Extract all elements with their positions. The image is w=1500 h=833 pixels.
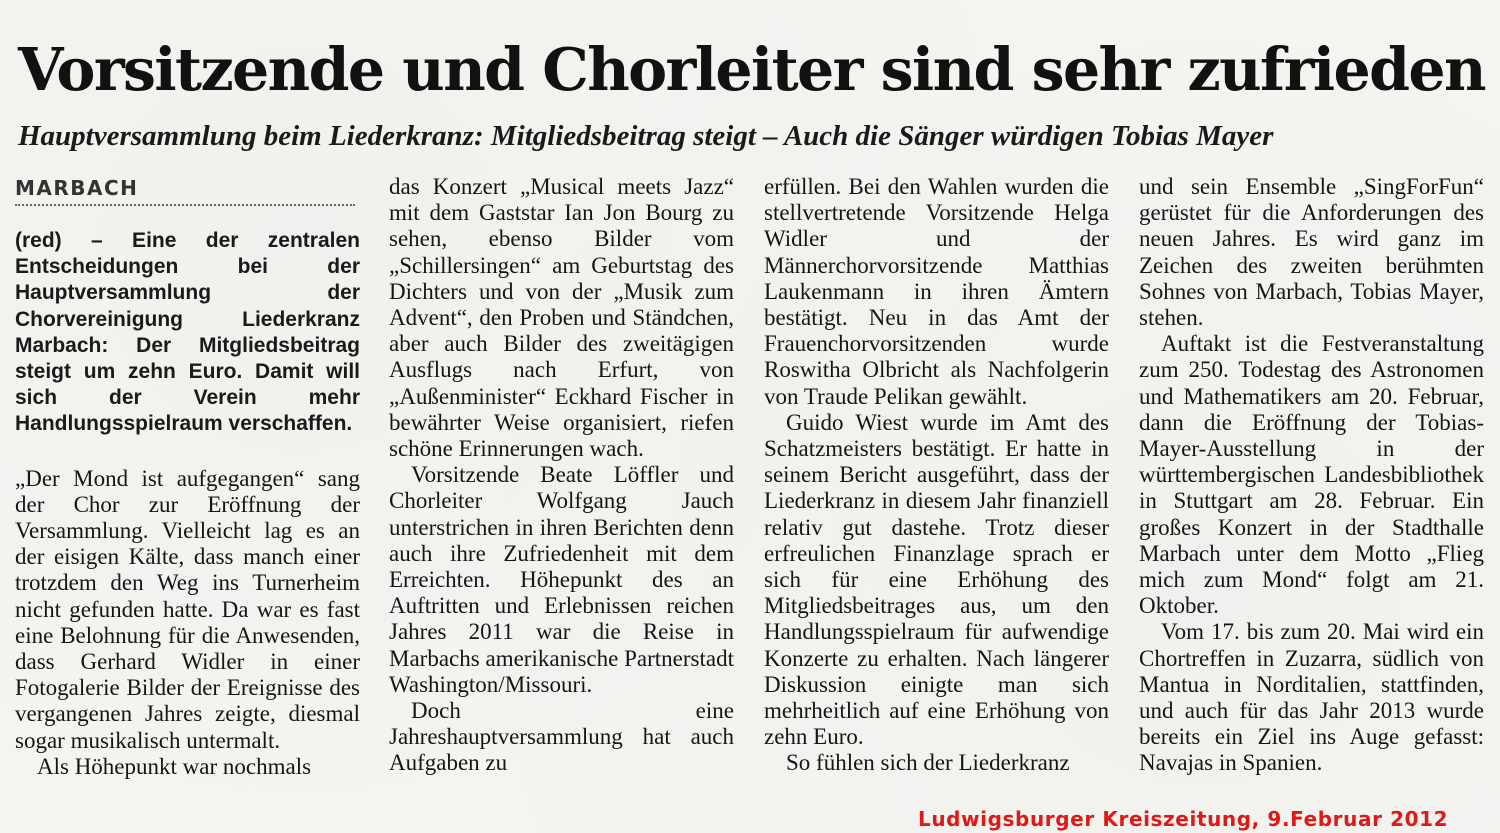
paragraph: Guido Wiest wurde im Amt des Schatzmeisters bestätigt. Er hatte in seinem Bericht ausgeführt, dass der Liederkranz in diesem Jahr finanziell relativ gut dastehe. Trotz dieser erfreulichen Finanzlage sprach er sich für eine Erhöhung des Mitgliedsbeitrages aus, um den Handlungsspielraum für aufwendige Konzerte zu erhalten. Nach längerer Diskussion einigte man sich mehrheitlich auf eine Erhöhung von zehn Euro. [764,409,1109,750]
column-2 [389,174,734,777]
subheadline: Hauptversammlung beim Liederkranz: Mitgliedsbeitrag steigt – Auch die Sänger würdigen Tobias Mayer [18,120,1274,152]
paragraph: Vom 17. bis zum 20. Mai wird ein Chortreffen in Zuzarra, südlich von Mantua in Norditalien, stattfinden, und auch für das Jahr 2013 wurde bereits ein Ziel ins Auge gefasst: Navajas in Spanien. [1139,619,1484,776]
headline: Vorsitzende und Chorleiter sind sehr zufrieden [18,35,1485,104]
source-credit: Ludwigsburger Kreiszeitung, 9.Februar 2012 [918,807,1449,831]
dotted-rule [15,204,355,206]
teaser-lead: (red) – Eine der zentralen Entscheidungen bei der Hauptversammlung der Chorvereinigung Liederkranz Marbach: Der Mitgliedsbeitrag steigt um zehn Euro. Damit will sich der Verein mehr Handlungsspielraum verschaffen. [15,229,360,436]
column-3 [764,174,1109,777]
paragraph: und sein Ensemble „SingForFun“ gerüstet für die Anforderungen des neuen Jahres. Es wird ganz im Zeichen des zweiten berühmten Sohnes von Marbach, Tobias Mayer, stehen. [1139,174,1484,331]
column-1 [15,174,360,780]
paragraph: Doch eine Jahreshauptversammlung hat auch Aufgaben zu [389,698,734,776]
paragraph: das Konzert „Musical meets Jazz“ mit dem Gaststar Ian Jon Bourg zu sehen, ebenso Bilder vom „Schillersingen“ am Geburtstag des Dichters und von der „Musik zum Advent“, den Proben und Ständchen, aber auch Bilder des zweitägigen Ausflugs nach Erfurt, von „Außenminister“ Eckhard Fischer in bewährter Weise organisiert, riefen schöne Erinnerungen wach. [389,174,734,462]
dateline: MARBACH [15,176,139,200]
paragraph: Vorsitzende Beate Löffler und Chorleiter Wolfgang Jauch unterstrichen in ihren Berichten denn auch ihre Zufriedenheit mit dem Erreichten. Höhepunkt des an Auftritten und Erlebnissen reichen Jahres 2011 war die Reise in Marbachs amerikanische Partnerstadt Washington/Missouri. [389,462,734,697]
paragraph: So fühlen sich der Liederkranz [786,750,1070,776]
paragraph: Auftakt ist die Festveranstaltung zum 250. Todestag des Astronomen und Mathematikers am 20. Februar, dann die Eröffnung der Tobias-Mayer-Ausstellung in der württembergischen Landesbibliothek in Stuttgart am 28. Februar. Ein großes Konzert in der Stadthalle Marbach unter dem Motto „Flieg mich zum Mond“ folgt am 21. Oktober. [1139,331,1484,619]
paragraph: „Der Mond ist aufgegangen“ sang der Chor zur Eröffnung der Versammlung. Vielleicht lag es an der eisigen Kälte, dass manch einer trotzdem den Weg ins Turnerheim nicht gefunden hatte. Da war es fast eine Belohnung für die Anwesenden, dass Gerhard Widler in einer Fotogalerie Bilder der Ereignisse des vergangenen Jahres zeigte, diesmal sogar musikalisch untermalt. [15,465,360,753]
column-4 [1139,174,1484,777]
paragraph: erfüllen. Bei den Wahlen wurden die stellvertretende Vorsitzende Helga Widler und der Männerchorvorsitzende Matthias Laukenmann in ihren Ämtern bestätigt. Neu in das Amt der Frauenchorvorsitzenden wurde Roswitha Olbricht als Nachfolgerin von Traude Pelikan gewählt. [764,174,1109,409]
paragraph: Als Höhepunkt war nochmals [37,753,312,779]
